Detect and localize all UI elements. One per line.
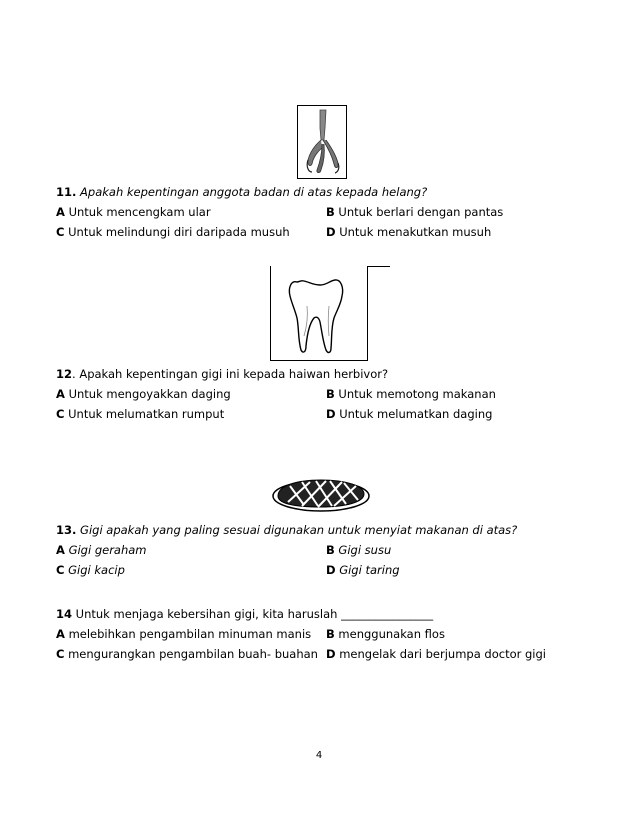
option-key: D [326,647,336,661]
option-key: D [326,225,336,239]
option-text: mengelak dari berjumpa doctor gigi [339,647,546,661]
options-row [56,644,596,664]
option-text: Gigi susu [338,543,392,557]
page-number: 4 [315,750,323,761]
options-row [56,404,596,424]
steak-picture [270,474,372,514]
option-d [326,222,491,242]
option-a [56,543,147,557]
option-d [326,404,492,424]
question-stem [56,604,596,624]
option-c [56,225,290,239]
option-key: C [56,563,65,577]
option-text: Untuk mengoyakkan daging [68,387,231,401]
option-text: Untuk memotong makanan [338,387,496,401]
option-key: B [326,543,335,557]
option-a [56,627,311,641]
option-text: Gigi kacip [68,563,125,577]
option-a [56,387,231,401]
option-d [326,560,400,580]
option-key: C [56,407,65,421]
options-row [56,202,596,222]
question-text: . Apakah kepentingan gigi ini kepada haiwan herbivor? [72,367,389,381]
option-text: Untuk menakutkan musuh [339,225,492,239]
option-key: A [56,205,65,219]
option-c [56,563,125,577]
question-11 [56,182,596,242]
question-number: 14 [56,607,73,621]
option-text: Untuk melumatkan daging [339,407,493,421]
options-row [56,222,596,242]
option-key: A [56,387,65,401]
option-text: Untuk berlari dengan pantas [338,205,504,219]
question-number: 12 [56,367,73,381]
option-b [326,624,445,644]
question-stem [56,182,596,202]
option-text: Untuk melumatkan rumput [68,407,225,421]
option-key: A [56,543,65,557]
question-number: 13. [56,523,77,537]
option-key: A [56,627,65,641]
option-b [326,384,496,404]
option-b [326,202,503,222]
question-text: Gigi apakah yang paling sesuai digunakan untuk menyiat makanan di atas? [80,523,518,537]
question-14 [56,604,596,664]
question-stem [56,364,596,384]
question-stem [56,520,596,540]
options-row [56,384,596,404]
option-text: menggunakan flos [338,627,445,641]
option-c [56,647,318,661]
option-text: Untuk melindungi diri daripada musuh [68,225,290,239]
option-c [56,407,224,421]
option-key: C [56,225,65,239]
options-row [56,560,596,580]
option-key: D [326,563,336,577]
option-text: Gigi geraham [68,543,147,557]
option-key: C [56,647,65,661]
option-d [326,644,546,664]
options-row [56,540,596,560]
options-row [56,624,596,644]
eagle-claw-picture [297,105,347,179]
question-number: 11. [56,185,77,199]
option-key: D [326,407,336,421]
question-text: Untuk menjaga kebersihan gigi, kita haruslah ________________ [75,607,434,621]
option-text: mengurangkan pengambilan buah- buahan [68,647,318,661]
option-key: B [326,387,335,401]
option-b [326,540,391,560]
question-13 [56,520,596,580]
molar-tooth-picture [270,266,368,361]
question-text: Apakah kepentingan anggota badan di atas kepada helang? [80,185,428,199]
option-text: Untuk mencengkam ular [68,205,211,219]
option-a [56,205,211,219]
option-key: B [326,627,335,641]
question-12 [56,364,596,424]
option-text: melebihkan pengambilan minuman manis [68,627,312,641]
option-text: Gigi taring [339,563,400,577]
option-key: B [326,205,335,219]
